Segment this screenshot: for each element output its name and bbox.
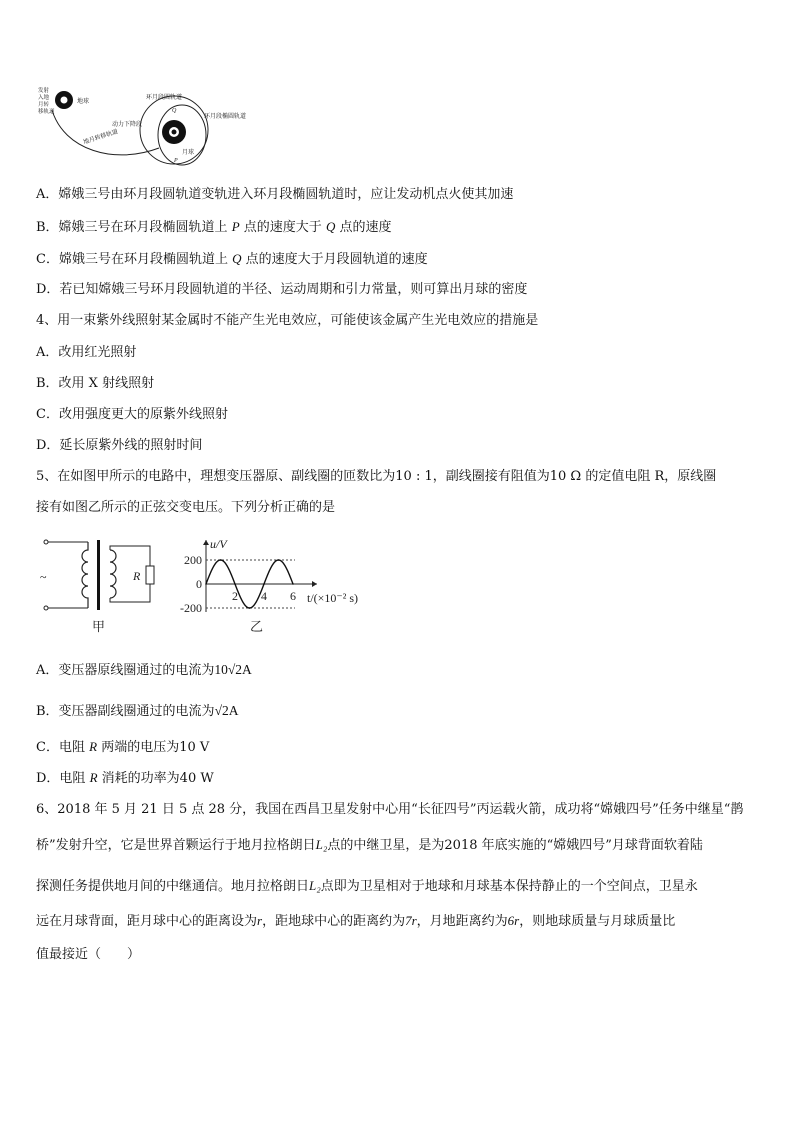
transfer-label: 地月转移轨道 (82, 129, 119, 146)
p-point-label: P (174, 158, 178, 164)
q5-b-value: √2A (214, 703, 239, 718)
q6-l4-r2: 7r (405, 913, 417, 928)
data-point-3 (249, 607, 251, 609)
iron-core (97, 540, 100, 610)
q6-l3-symbol: L₂ (309, 878, 321, 893)
secondary-coil (110, 550, 116, 598)
launch-label-2: 入地 (38, 95, 50, 101)
y-axis-arrow (203, 540, 209, 545)
q6-l4-text1: 远在月球背面，距月球中心的距离设为 (36, 914, 258, 929)
earth-core (61, 97, 68, 104)
q4-option-d: D．延长原紫外线的照射时间 (36, 438, 203, 453)
q5-c-r: R (89, 739, 98, 754)
earth-label: 地球 (77, 99, 90, 105)
q6-l4-text3: ，月地距离约为 (416, 914, 508, 929)
q6-line5: 值最接近（ ） (36, 947, 141, 962)
brake-label: 动力下降段 (112, 122, 143, 128)
q3-option-b (36, 218, 392, 237)
q3-option-c (36, 250, 428, 269)
q6-l4-text4: ，则地球质量与月球质量比 (519, 914, 676, 929)
terminal-top (44, 540, 48, 544)
q6-l2-symbol: L₂ (315, 837, 328, 852)
ac-source-tilde: ~ (40, 570, 47, 584)
x-tick-label-1: 2 (232, 589, 238, 603)
q3-option-a: A．嫦娥三号由环月段圆轨道变轨进入环月段椭圆轨道时，应让发动机点火使其加速 (36, 187, 514, 202)
y-tick-label-1: 0 (196, 577, 202, 591)
q-point-label: Q (172, 108, 177, 114)
launch-label-3: 月转 (38, 102, 50, 108)
q4-option-c: C．改用强度更大的原紫外线照射 (36, 407, 228, 422)
data-point-5 (278, 559, 280, 561)
q5-option-c (36, 738, 209, 757)
q5-option-a (36, 661, 252, 680)
moon-label: 月球 (182, 150, 195, 156)
q5-option-d (36, 769, 214, 788)
figure-jia-circuit (36, 536, 166, 634)
q5-stem-line2: 接有如图乙所示的正弦交变电压。下列分析正确的是 (36, 500, 336, 515)
ellipse-orbit-label: 环月段椭圆轨道 (204, 114, 247, 120)
moon-core (172, 130, 177, 135)
q5-d-text1: D．电阻 (36, 771, 86, 786)
y-axis-label: u/V (210, 537, 227, 551)
q4-option-a: A．改用红光照射 (36, 345, 137, 360)
data-point-6 (292, 583, 294, 585)
primary-coil (82, 542, 88, 608)
x-axis-arrow (312, 581, 317, 587)
resistor-label: R (133, 569, 141, 583)
q6-l4-text2: ，距地球中心的距离约为 (262, 914, 406, 929)
q5-stem-line1: 5、在如图甲所示的电路中，理想变压器原、副线圈的匝数比为10 : 1，副线圈接有阻值为10 Ω 的定值电阻 R，原线圈 (36, 469, 717, 484)
q5-a-text: A．变压器原线圈通过的电流为 (36, 663, 215, 678)
primary-leads (48, 542, 88, 608)
q6-line1: 6、2018 年 5 月 21 日 5 点 28 分，我国在西昌卫星发射中心用“长征四号”丙运载火箭，成功将“嫦娥四号”任务中继星“鹊 (36, 802, 744, 817)
q6-line3 (36, 877, 698, 896)
x-tick-label-3: 6 (290, 589, 296, 603)
q3-c-text2: 点的速度大于月段圆轨道的速度 (245, 252, 428, 267)
y-tick-label-0: 200 (184, 553, 202, 567)
q3-b-text2: 点的速度大于 (243, 220, 322, 235)
figure-yi-label: 乙 (250, 619, 264, 634)
q4-option-b: B．改用 X 射线照射 (36, 376, 155, 391)
q6-l4-r1: r (257, 913, 263, 928)
q5-a-value: 10√2A (214, 662, 252, 677)
q4-stem: 4、用一束紫外线照射某金属时不能产生光电效应，可能使该金属产生光电效应的措施是 (36, 313, 539, 328)
resistor-r (146, 566, 154, 584)
q5-c-text2: 两端的电压为10 V (101, 740, 210, 755)
q5-option-b (36, 702, 238, 721)
q6-line2 (36, 836, 703, 855)
data-point-1 (220, 559, 222, 561)
q3-c-q: Q (232, 251, 242, 266)
q5-b-text: B．变压器副线圈通过的电流为 (36, 704, 215, 719)
q6-l2-text1: 桥”发射升空，它是世界首颗运行于地月拉格朗日 (36, 838, 316, 853)
q3-c-text1: C．嫦娥三号在环月段椭圆轨道上 (36, 252, 228, 267)
q3-option-d: D．若已知嫦娥三号环月段圆轨道的半径、运动周期和引力常量，则可算出月球的密度 (36, 282, 528, 297)
figure-jia-label: 甲 (92, 619, 106, 634)
q6-l4-r3: 6r (507, 913, 520, 928)
q3-b-p: P (231, 219, 240, 234)
q3-b-text3: 点的速度 (339, 220, 392, 235)
q6-l2-text2: 点的中继卫星，是为2018 年底实施的“嫦娥四号”月球背面软着陆 (327, 838, 703, 853)
y-tick-label-2: -200 (180, 601, 202, 615)
data-point-2 (234, 583, 236, 585)
q3-b-q: Q (325, 219, 336, 234)
q5-c-text1: C．电阻 (36, 740, 85, 755)
data-point-4 (263, 583, 265, 585)
q6-l3-text2: 点即为卫星相对于地球和月球基本保持静止的一个空间点，卫星永 (320, 879, 698, 894)
figure-yi-chart (172, 536, 396, 634)
q3-b-text1: B．嫦娥三号在环月段椭圆轨道上 (36, 220, 228, 235)
launch-label-4: 移轨道 (38, 109, 55, 115)
x-tick-label-2: 4 (261, 589, 267, 603)
terminal-bottom (44, 606, 48, 610)
q6-l3-text1: 探测任务提供地月间的中继通信。地月拉格朗日 (36, 879, 310, 894)
q5-d-r: R (89, 770, 98, 785)
launch-label-1: 发射 (38, 88, 50, 94)
q5-d-text2: 消耗的功率为40 W (101, 771, 214, 786)
orbit-figure (34, 80, 274, 170)
circle-orbit-label: 环月段圆轨道 (146, 95, 183, 101)
q6-line4 (36, 912, 675, 931)
data-point-0 (205, 583, 207, 585)
x-axis-label: t/(×10⁻² s) (307, 591, 359, 605)
